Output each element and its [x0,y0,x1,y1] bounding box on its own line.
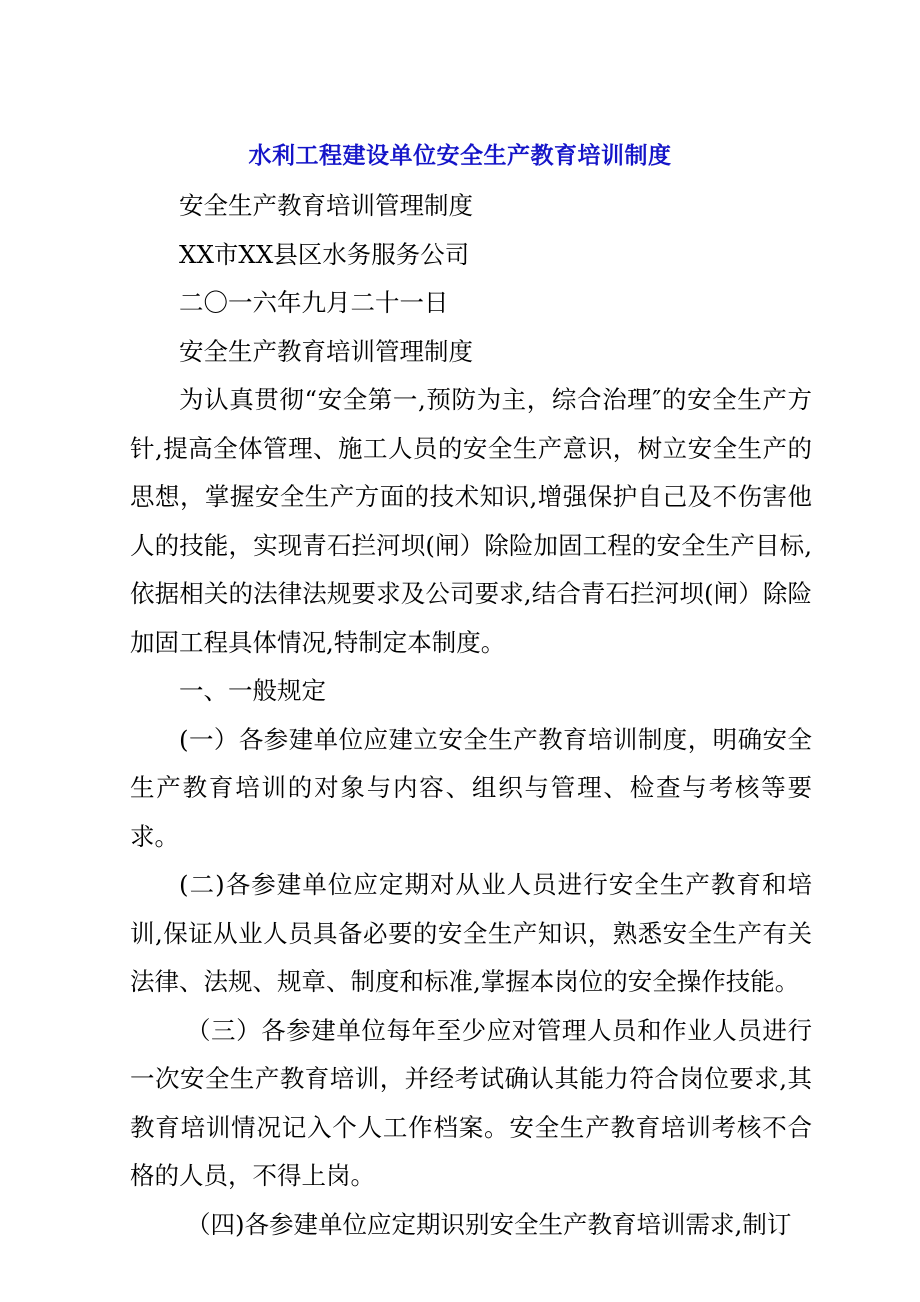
subtitle-1: 安全生产教育培训管理制度 [179,191,473,220]
subtitle-2: 安全生产教育培训管理制度 [179,336,473,366]
clause-4: （四)各参建单位应定期识别安全生产教育培训需求,制订 [186,1209,792,1239]
intro-paragraph: 为认真贯彻“安全第一,预防为主，综合治理″的安全生产方针,提高全体管理、施工人员的安全生产意识，树立安全生产的思想，掌握安全生产方面的技术知识,增强保护自己及不伤害他人的技能，实现青石拦河坝(闸）除险加固工程的安全生产目标,依据相关的法律法规要求及公司要求,结合青石拦河坝(闸）除险加固工程具体情况,特制定本制度。 [130,385,812,657]
clause-3: （三）各参建单位每年至少应对管理人员和作业人员进行一次安全生产教育培训，并经考试确认其能力符合岗位要求,其教育培训情况记入个人工作档案。安全生产教育培训考核不合格的人员，不得上岗。 [130,1015,812,1190]
company-name: XX市XX县区水务服务公司 [179,239,470,269]
section-heading-general: 一、一般规定 [179,676,326,705]
date-line: 二〇一六年九月二十一日 [179,288,449,317]
document-title: 水利工程建设单位安全生产教育培训制度 [248,143,672,169]
document-body [130,182,812,1249]
clause-1: (一）各参建单位应建立安全生产教育培训制度，明确安全生产教育培训的对象与内容、组织与管理、检查与考核等要求。 [130,724,812,851]
clause-2: (二)各参建单位应定期对从业人员进行安全生产教育和培训,保证从业人员具备必要的安全生产知识，熟悉安全生产有关法律、法规、规章、制度和标准,掌握本岗位的安全操作技能。 [130,870,812,996]
